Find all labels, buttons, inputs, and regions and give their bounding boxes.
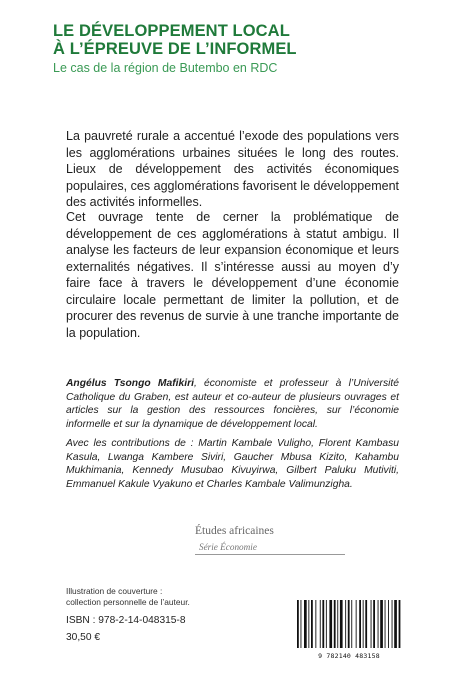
cover-illustration-credit <box>66 586 266 608</box>
title-line-2: À L’ÉPREUVE DE L’INFORMEL <box>53 40 297 58</box>
barcode <box>294 600 404 660</box>
summary-paragraph-2: Cet ouvrage tente de cerner la problématique de développement de ces agglomérations à statut ambigu. Il analyse les facteurs de leur expansion économique et leurs externalités négatives. Il s’intéresse aussi au moyen d’y faire face à travers le développement d’une économie circulaire locale permettant de limiter la pollution, et de procurer des revenus de survie à une tranche importante de la population. <box>66 210 399 340</box>
summary-paragraph-1: La pauvreté rurale a accentué l’exode des populations vers les agglomérations urbaines situées le long des routes. Lieux de développement des activités économiques populaires, ces agglomérations favorisent le développement des activités informelles. <box>66 129 399 209</box>
book-subtitle: Le cas de la région de Butembo en RDC <box>53 61 278 75</box>
series-name: Études africaines <box>195 525 274 537</box>
book-title <box>53 22 433 58</box>
contributors-list: Avec les contributions de : Martin Kambale Vuligho, Florent Kambasu Kasula, Lwanga Kambere Siviri, Gaucher Mbusa Kizito, Kahambu Mukhimania, Kennedy Musubao Kivuyirwa, Gilbert Paluku Mutiviti, Emmanuel Kakule Vyakuno et Charles Kambale Valimunzigha. <box>66 438 399 490</box>
series-block <box>195 525 345 555</box>
barcode-digits: 9 782140 483158 <box>318 652 380 660</box>
isbn: ISBN : 978-2-14-048315-8 <box>66 615 186 626</box>
series-subtitle: Série Économie <box>199 542 257 552</box>
price: 30,50 € <box>66 632 100 643</box>
author-bio <box>66 377 399 431</box>
title-line-1: LE DÉVELOPPEMENT LOCAL <box>53 22 290 40</box>
author-name: Angélus Tsongo Mafikiri <box>66 378 194 389</box>
cover-credit-line-2: collection personnelle de l’auteur. <box>66 597 190 607</box>
cover-credit-line-1: Illustration de couverture : <box>66 586 163 596</box>
barcode-bars-icon <box>294 600 404 650</box>
author-bio-text: , économiste et professeur à l’Université Catholique du Graben, est auteur et co-auteur de plusieurs ouvrages et articles sur la gestion des ressources foncières, sur l’économie informelle et sur la dynamique de développement local. <box>66 378 399 430</box>
